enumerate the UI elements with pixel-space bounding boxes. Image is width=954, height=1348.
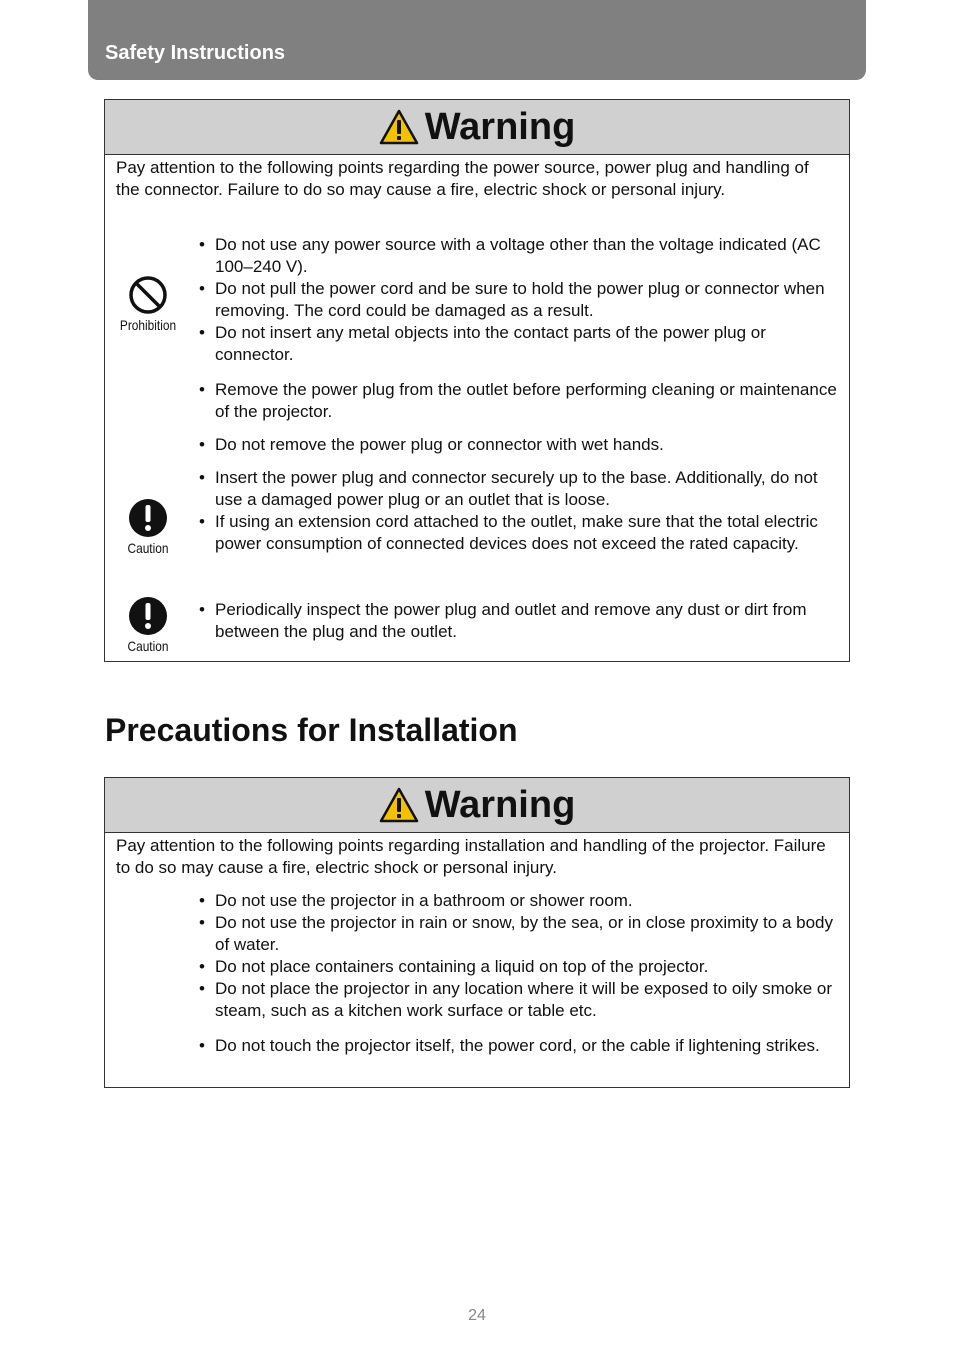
list-item: • Do not remove the power plug or connector with wet hands. [199, 434, 839, 456]
warning-list-group-2 [199, 1035, 839, 1057]
list-item: • Do not pull the power cord and be sure to hold the power plug or connector when removing. The cord could be damaged as a result. [199, 278, 839, 322]
caution-symbol [105, 498, 191, 556]
list-item: • Periodically inspect the power plug and outlet and remove any dust or dirt from between the plug and the outlet. [199, 599, 839, 643]
list-item: • Do not use the projector in a bathroom or shower room. [199, 890, 839, 912]
list-item: • Remove the power plug from the outlet before performing cleaning or maintenance of the projector. [199, 379, 839, 423]
prohibition-label: Prohibition [119, 317, 177, 333]
list-item: • If using an extension cord attached to the outlet, make sure that the total electric power consumption of connected devices does not exceed the rated capacity. [199, 511, 839, 555]
prohibition-symbol [105, 275, 191, 333]
warning-intro-text: Pay attention to the following points regarding the power source, power plug and handling of the connector. Failure to do so may cause a fire, electric shock or personal injury. [116, 158, 809, 199]
page-title: Precautions for Installation [105, 712, 518, 748]
caution-symbol [105, 596, 191, 654]
warning-box-power [104, 99, 850, 662]
warning-list-group-1 [199, 234, 839, 366]
header-title: Safety Instructions [105, 42, 286, 64]
prohibition-icon [128, 275, 168, 315]
warning-triangle-icon [379, 109, 419, 145]
caution-label: Caution [127, 540, 169, 556]
warning-list-group-1 [199, 890, 839, 1022]
list-item: • Do not insert any metal objects into the contact parts of the power plug or connector. [199, 322, 839, 366]
list-item: • Do not touch the projector itself, the power cord, or the cable if lightening strikes. [199, 1035, 839, 1057]
list-item: • Do not place containers containing a liquid on top of the projector. [199, 956, 839, 978]
warning-list-group-2 [199, 379, 839, 423]
warning-triangle-icon [379, 787, 419, 823]
warning-title: Warning [424, 783, 576, 826]
warning-box-header [105, 100, 849, 155]
warning-list-group-5 [199, 599, 839, 643]
list-item: • Do not use any power source with a voltage other than the voltage indicated (AC 100–240 V). [199, 234, 839, 278]
warning-list-group-4 [199, 467, 839, 555]
warning-title: Warning [424, 105, 576, 148]
list-item: • Do not use the projector in rain or snow, by the sea, or in close proximity to a body of water. [199, 912, 839, 956]
warning-list-group-3 [199, 434, 839, 456]
list-item: • Insert the power plug and connector securely up to the base. Additionally, do not use a damaged power plug or an outlet that is loose. [199, 467, 839, 511]
caution-icon [128, 596, 168, 636]
caution-label: Caution [127, 638, 169, 654]
caution-icon [128, 498, 168, 538]
page-number: 24 [468, 1307, 486, 1324]
warning-intro-text: Pay attention to the following points regarding installation and handling of the projector. Failure to do so may cause a fire, electric shock or personal injury. [116, 836, 826, 877]
warning-box-header [105, 778, 849, 833]
list-item: • Do not place the projector in any location where it will be exposed to oily smoke or steam, such as a kitchen work surface or table etc. [199, 978, 839, 1022]
warning-box-installation [104, 777, 850, 1088]
section-header-bar [88, 0, 866, 80]
